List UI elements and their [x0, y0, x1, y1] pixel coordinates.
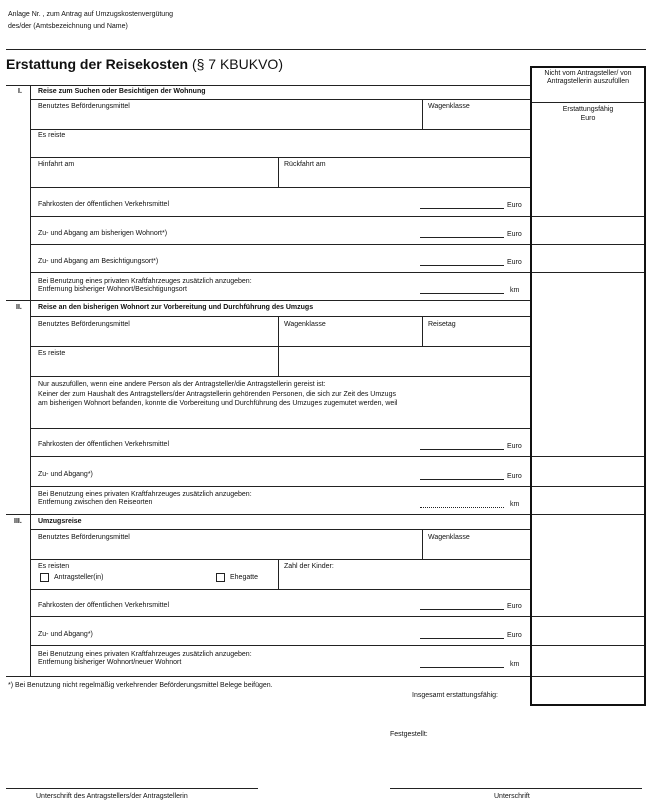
established-label: Festgestellt:: [390, 731, 428, 738]
s2-reason-field[interactable]: [30, 408, 530, 428]
s2-transport-label: Benutztes Beförderungsmittel: [38, 321, 130, 328]
applicant-checkbox[interactable]: [40, 573, 49, 582]
total-field[interactable]: [532, 678, 644, 702]
s1-traveler-label: Es reiste: [38, 132, 66, 139]
row-line: [30, 216, 530, 217]
official-row-line: [532, 514, 644, 515]
row-line: [30, 187, 530, 188]
euro-unit: Euro: [507, 443, 522, 450]
euro-unit: Euro: [507, 473, 522, 480]
row-line: [30, 645, 530, 646]
spouse-checkbox[interactable]: [216, 573, 225, 582]
official-name-line: des/der (Amtsbezeichnung und Name): [8, 23, 128, 30]
euro-unit: Euro: [507, 632, 522, 639]
s3-travelers-label: Es reisten: [38, 563, 70, 570]
official-column-header: Nicht vom Antragsteller/ von Antragstellerin auszufüllen: [544, 70, 632, 86]
section-3-number: III.: [14, 518, 22, 525]
s3-transport-field[interactable]: [30, 529, 422, 559]
section-1-title: Reise zum Suchen oder Besichtigen der Wohnung: [38, 88, 206, 95]
euro-unit: Euro: [507, 202, 522, 209]
row-line: [30, 589, 530, 590]
applicant-signature-label: Unterschrift des Antragstellers/der Antragstellerin: [36, 793, 188, 800]
s2-car-distance-label: Entfernung zwischen den Reiseorten: [38, 499, 153, 506]
form-bottom-rule: [6, 676, 530, 677]
section-rule: [6, 514, 530, 515]
total-label: Insgesamt erstattungsfähig:: [412, 692, 498, 699]
s1-traveler-field[interactable]: [30, 129, 530, 157]
s1-class-label: Wagenklasse: [428, 103, 470, 110]
km-unit: km: [510, 661, 520, 668]
s2-fare-input[interactable]: [420, 449, 504, 450]
official-row-line: [532, 456, 644, 457]
s3-fare-input[interactable]: [420, 609, 504, 610]
km-unit: km: [510, 287, 520, 294]
official-row-line: [532, 272, 644, 273]
official-row-line: [532, 676, 644, 677]
s1-access-visit-input[interactable]: [420, 265, 504, 266]
s1-transport-label: Benutztes Beförderungsmittel: [38, 103, 130, 110]
row-line: [30, 456, 530, 457]
s2-fare-label: Fahrkosten der öffentlichen Verkehrsmittel: [38, 441, 169, 448]
s2-transport-field[interactable]: [30, 316, 278, 346]
s1-outbound-field[interactable]: [30, 157, 278, 187]
footnote: *) Bei Benutzung nicht regelmäßig verkehrender Beförderungsmittel Belege beifügen.: [8, 682, 273, 689]
official-row-line: [532, 486, 644, 487]
form-top-rule: [6, 85, 530, 86]
s1-return-label: Rückfahrt am: [284, 161, 326, 168]
s1-access-old-label: Zu- und Abgang am bisherigen Wohnort*): [38, 230, 168, 237]
official-row-line: [532, 244, 644, 245]
section-3-title: Umzugsreise: [38, 518, 82, 525]
section-2-number: II.: [16, 304, 22, 311]
s2-day-field[interactable]: [422, 316, 530, 346]
attachment-line: Anlage Nr. , zum Antrag auf Umzugskostenvergütung: [8, 11, 173, 18]
s1-fare-input[interactable]: [420, 208, 504, 209]
official-header-rule: [532, 102, 644, 103]
s2-traveler-label: Es reiste: [38, 350, 66, 357]
s1-access-old-input[interactable]: [420, 237, 504, 238]
s1-fare-label: Fahrkosten der öffentlichen Verkehrsmittel: [38, 201, 169, 208]
applicant-signature-line[interactable]: [6, 788, 258, 789]
cell-divider: [278, 559, 279, 589]
row-line: [30, 272, 530, 273]
applicant-checkbox-label: Antragsteller(in): [54, 574, 104, 581]
s2-car-note: Bei Benutzung eines privaten Kraftfahrzeuges zusätzlich anzugeben:: [38, 491, 252, 498]
children-count-field[interactable]: [348, 559, 530, 589]
s2-access-label: Zu- und Abgang*): [38, 471, 93, 478]
section-1-number: I.: [18, 88, 22, 95]
s1-return-field[interactable]: [278, 157, 530, 187]
s1-outbound-label: Hinfahrt am: [38, 161, 75, 168]
euro-unit: Euro: [507, 231, 522, 238]
reimbursable-label: Erstattungsfähig: [562, 106, 614, 113]
s3-class-label: Wagenklasse: [428, 534, 470, 541]
s3-access-label: Zu- und Abgang*): [38, 631, 93, 638]
s1-car-note: Bei Benutzung eines privaten Kraftfahrzeuges zusätzlich anzugeben:: [38, 278, 252, 285]
official-signature-line[interactable]: [390, 788, 642, 789]
s2-day-label: Reisetag: [428, 321, 456, 328]
s1-distance-input[interactable]: [420, 293, 504, 294]
section-2-title: Reise an den bisherigen Wohnort zur Vorbereitung und Durchführung des Umzugs: [38, 304, 314, 311]
euro-unit: Euro: [507, 259, 522, 266]
section-rule: [6, 300, 530, 301]
row-line: [30, 486, 530, 487]
reimbursable-currency: Euro: [580, 115, 596, 122]
s3-access-input[interactable]: [420, 638, 504, 639]
official-signature-label: Unterschrift: [494, 793, 530, 800]
s2-note-line3: am bisherigen Wohnort befanden, konnte die Vorbereitung und Durchführung des Umzuges zugemutet werden, weil: [38, 400, 398, 407]
euro-unit: Euro: [507, 603, 522, 610]
header-rule: [6, 49, 646, 50]
row-line: [30, 428, 530, 429]
s2-distance-input[interactable]: [420, 507, 504, 508]
s1-access-visit-label: Zu- und Abgang am Besichtigungsort*): [38, 258, 159, 265]
s3-fare-label: Fahrkosten der öffentlichen Verkehrsmittel: [38, 602, 169, 609]
official-column: [530, 66, 646, 706]
page-title-law: (§ 7 KBUKVO): [191, 56, 283, 72]
s2-traveler-field[interactable]: [30, 346, 530, 376]
official-row-line: [532, 645, 644, 646]
row-line: [30, 616, 530, 617]
official-row-line: [532, 216, 644, 217]
children-count-label: Zahl der Kinder:: [284, 563, 334, 570]
s2-access-input[interactable]: [420, 479, 504, 480]
row-line: [30, 244, 530, 245]
s3-transport-label: Benutztes Beförderungsmittel: [38, 534, 130, 541]
s3-car-note: Bei Benutzung eines privaten Kraftfahrzeuges zusätzlich anzugeben:: [38, 651, 252, 658]
s2-class-field[interactable]: [278, 316, 422, 346]
s1-class-field[interactable]: [422, 99, 530, 129]
s2-note-line1: Nur auszufüllen, wenn eine andere Person als der Antragsteller/die Antragstellerin gereist ist:: [38, 381, 326, 388]
spouse-checkbox-label: Ehegatte: [230, 574, 259, 581]
s2-class-label: Wagenklasse: [284, 321, 326, 328]
s2-note-line2: Keiner der zum Haushalt des Antragstellers/der Antragstellerin gehörenden Personen, die sich zur Zeit des Umzugs: [38, 391, 396, 398]
s1-transport-field[interactable]: [30, 99, 422, 129]
page-title: [6, 57, 283, 71]
s3-car-distance-label: Entfernung bisheriger Wohnort/neuer Wohnort: [38, 659, 182, 666]
official-row-line: [532, 616, 644, 617]
row-line: [30, 376, 530, 377]
s1-car-distance-label: Entfernung bisheriger Wohnort/Besichtigungsort: [38, 286, 187, 293]
page-title-main: Erstattung der Reisekosten: [6, 56, 189, 72]
s3-distance-input[interactable]: [420, 667, 504, 668]
s3-class-field[interactable]: [422, 529, 530, 559]
km-unit: km: [510, 501, 520, 508]
